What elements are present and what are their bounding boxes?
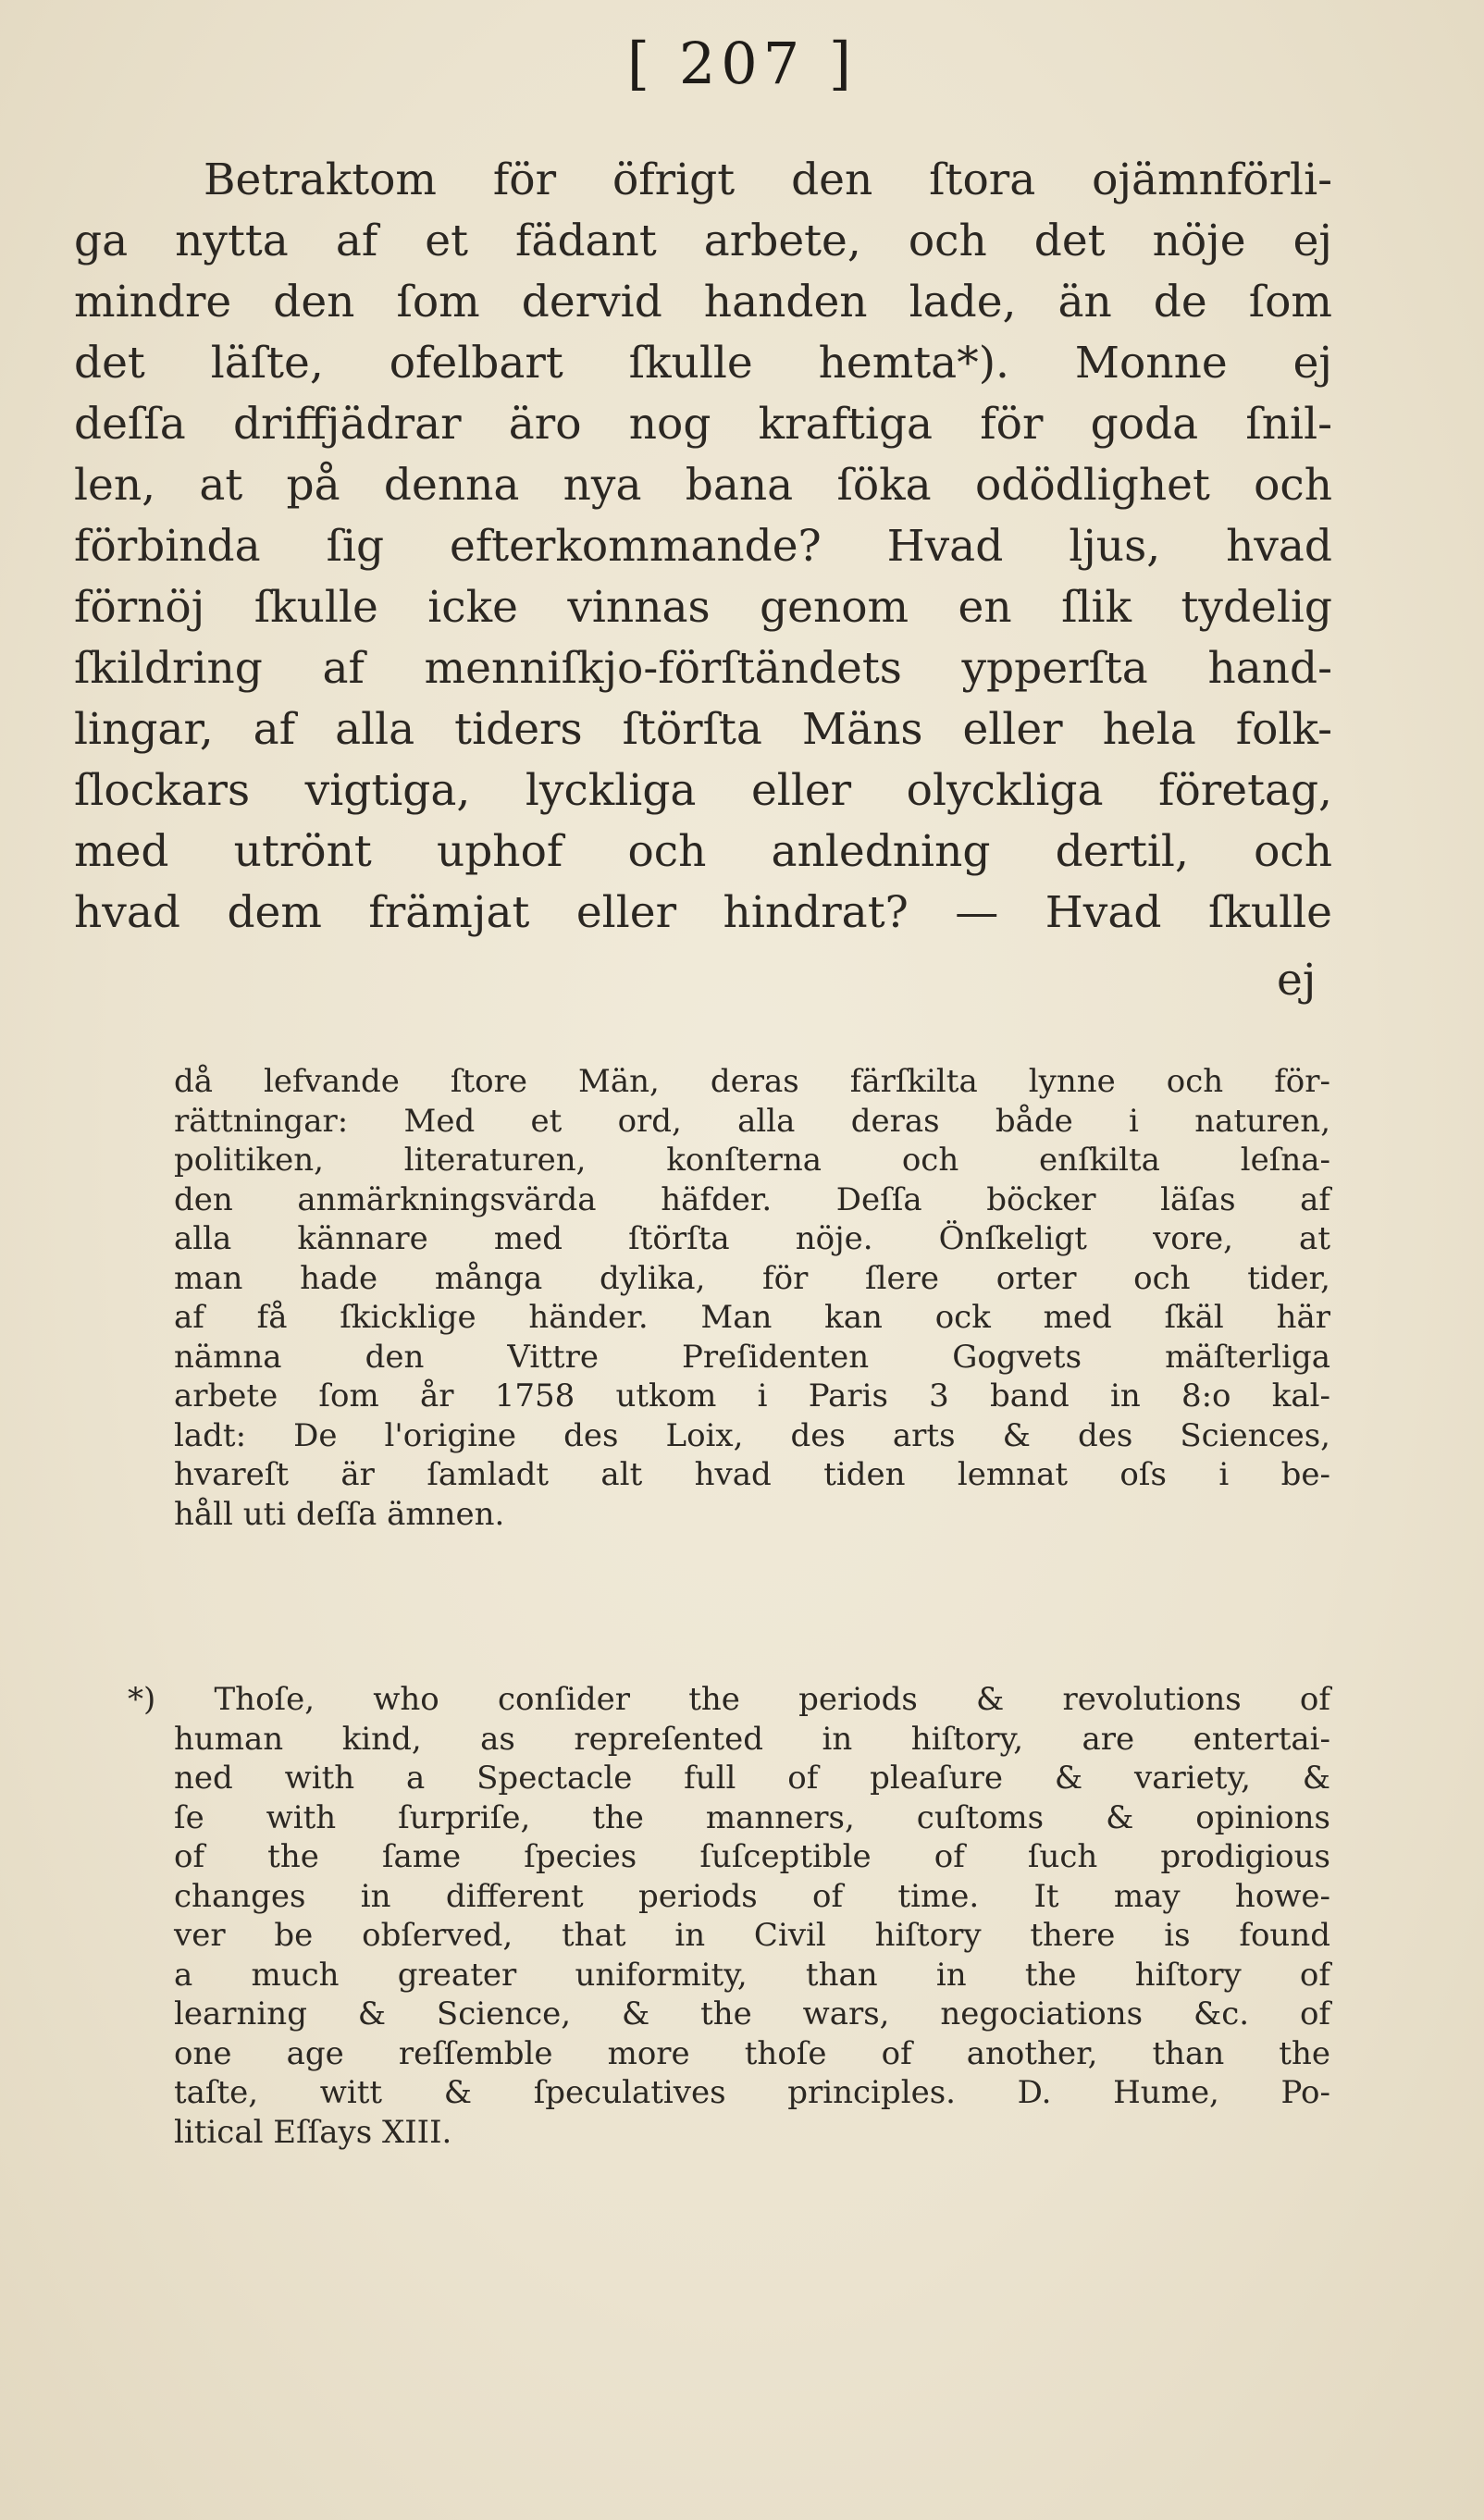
text-line: förbinda ſig efterkommande? Hvad ljus, hvad: [74, 521, 1332, 572]
footnote-line: man hade många dylika, för ſlere orter och tider,: [174, 1259, 1330, 1297]
footnote-line: one age reſſemble more thoſe of another, than the: [174, 2034, 1330, 2072]
footnote-line: changes in different periods of time. It may howe-: [174, 1877, 1330, 1915]
text-line: deſſa driffjädrar äro nog kraftiga för goda ſnil-: [74, 399, 1332, 450]
footnote-line: politiken, literaturen, konſterna och enſkilta leſna-: [174, 1142, 1330, 1179]
text-line: förnöj ſkulle icke vinnas genom en ſlik tydelig: [74, 582, 1332, 633]
page-number: [ 207 ]: [626, 30, 858, 97]
text-line: med utrönt uphof och anledning dertil, och: [74, 826, 1332, 877]
footnote-line: nämna den Vittre Preſidenten Gogvets mäſterliga: [174, 1338, 1330, 1376]
footnote-line: arbete ſom år 1758 utkom i Paris 3 band in 8:o kal-: [174, 1377, 1330, 1414]
footnote-line: a much greater uniformity, than in the hiſtory of: [174, 1956, 1330, 1994]
main-text-block: [74, 150, 1332, 944]
footnote-line: taſte, witt & ſpeculatives principles. D. Hume, Po-: [174, 2074, 1330, 2111]
footnote-line: ver be obſerved, that in Civil hiſtory there is found: [174, 1917, 1330, 1954]
footnote-line: rättningar: Med et ord, alla deras både i naturen,: [174, 1102, 1330, 1140]
footnote-line: af få ſkicklige händer. Man kan ock med ſkäl här: [174, 1299, 1330, 1336]
footnote-line: då lefvande ſtore Män, deras färſkilta lynne och för-: [174, 1063, 1330, 1100]
text-line: ga nytta af et fädant arbete, och det nöje ej: [74, 216, 1332, 266]
text-line: len, at på denna nya bana ſöka odödlighet och: [74, 460, 1332, 511]
text-line: mindre den ſom dervid handen lade, än de ſom: [74, 277, 1332, 327]
text-line: ſkildring af menniſkjo-förſtändets ypperſta hand-: [74, 643, 1332, 694]
footnote-line: hvareſt är ſamladt alt hvad tiden lemnat oſs i be-: [174, 1456, 1330, 1493]
text-line: lingar, af alla tiders ſtörſta Mäns eller hela folk-: [74, 704, 1332, 755]
text-line: det läſte, ofelbart ſkulle hemta*). Monne ej: [74, 338, 1332, 389]
footnote-swedish: [174, 1062, 1330, 1534]
footnote-line: of the ſame ſpecies ſuſceptible of ſuch prodigious: [174, 1838, 1330, 1875]
footnote-line: litical Eſſays XIII.: [174, 2113, 452, 2151]
footnote-line: den anmärkningsvärda häfder. Deſſa böcker läſas af: [174, 1180, 1330, 1218]
footnote-line: *) Thoſe, who conſider the periods & revolutions of: [128, 1681, 1330, 1718]
text-line: Betraktom för öfrigt den ſtora ojämnförli-: [204, 154, 1332, 205]
catchword: ej: [1277, 955, 1317, 1006]
footnote-line: alla kännare med ſtörſta nöje. Önſkeligt vore, at: [174, 1220, 1330, 1257]
footnote-line: human kind, as repreſented in hiſtory, are entertai-: [174, 1720, 1330, 1758]
text-line: ſlockars vigtiga, lyckliga eller olyckliga företag,: [74, 765, 1332, 816]
footnote-line: ſe with ſurpriſe, the manners, cuſtoms & opinions: [174, 1798, 1330, 1836]
text-line: hvad dem främjat eller hindrat? — Hvad ſkulle: [74, 887, 1332, 938]
footnote-line: ned with a Spectacle full of pleaſure & variety, &: [174, 1760, 1330, 1797]
footnote-line: håll uti deſſa ämnen.: [174, 1495, 505, 1533]
footnote-line: learning & Science, & the wars, negociations &c. of: [174, 1995, 1330, 2032]
footnote-english: [128, 1680, 1330, 2152]
footnote-line: ladt: De l'origine des Loix, des arts & des Sciences,: [174, 1416, 1330, 1454]
